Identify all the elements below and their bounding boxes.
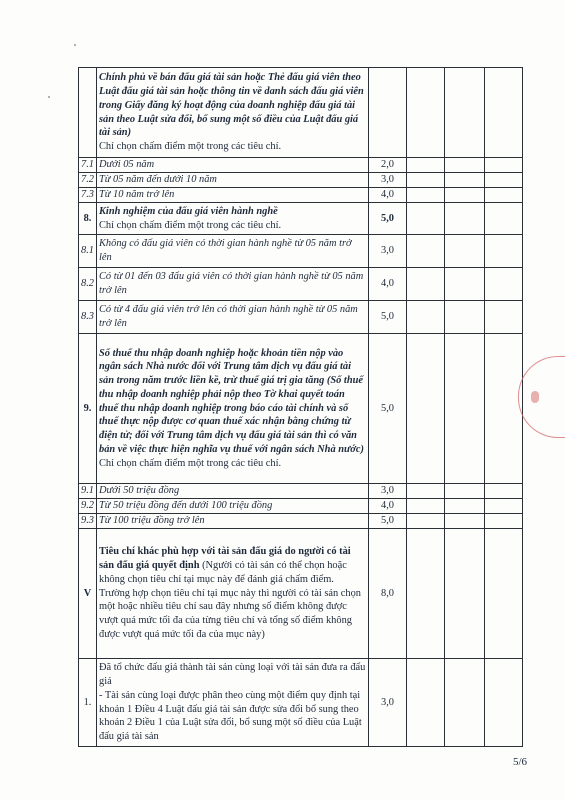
table-row: [79, 529, 523, 659]
score-cell: [445, 68, 485, 158]
score-cell: [485, 68, 523, 158]
row-description: [97, 68, 369, 158]
row-number: 9.: [79, 334, 97, 484]
table-row: [79, 499, 523, 514]
criterion-note: Chỉ chọn chấm điểm một trong các tiêu chí.: [99, 219, 282, 231]
table-row: [79, 68, 523, 158]
score-cell: [485, 158, 523, 173]
score-cell: [445, 484, 485, 499]
row-points: [369, 68, 407, 158]
score-cell: [445, 188, 485, 203]
row-points: 4,0: [369, 499, 407, 514]
score-cell: [445, 334, 485, 484]
row-points: 3,0: [369, 484, 407, 499]
score-cell: [407, 514, 445, 529]
row-points: 3,0: [369, 173, 407, 188]
row-description: Từ 100 triệu đồng trở lên: [97, 514, 369, 529]
row-description: Dưới 05 năm: [97, 158, 369, 173]
score-cell: [407, 173, 445, 188]
table-row: [79, 203, 523, 235]
row-description: [97, 529, 369, 659]
row-number: 9.3: [79, 514, 97, 529]
criterion-text: Đã tổ chức đấu giá thành tài sản cùng loại với tài sản đưa ra đấu giá: [99, 662, 366, 688]
criterion-text: Chính phủ về bán đấu giá tài sản hoặc Thẻ đấu giá viên theo Luật đấu giá tài sản hoặc thông tin về danh sách đấu giá viên trong Giấy đăng ký hoạt động của doanh nghiệp đấu giá tài sản theo Luật sửa đổi, bổ sung một số điều của Luật đấu giá tài sản): [99, 72, 364, 139]
score-cell: [485, 203, 523, 235]
score-cell: [445, 235, 485, 268]
row-points: 3,0: [369, 235, 407, 268]
scan-speck: [48, 96, 50, 98]
score-cell: [445, 499, 485, 514]
score-cell: [407, 301, 445, 334]
table-row: [79, 268, 523, 301]
criterion-heading: Tiêu chí khác phù hợp với tài sản đấu giá do người có tài sản đấu giá quyết định: [99, 546, 351, 572]
score-cell: [445, 268, 485, 301]
score-cell: [485, 529, 523, 659]
row-description: Có từ 4 đấu giá viên trở lên có thời gian hành nghề từ 05 năm trở lên: [97, 301, 369, 334]
score-cell: [407, 659, 445, 747]
table-row: [79, 484, 523, 499]
score-cell: [407, 499, 445, 514]
score-cell: [485, 188, 523, 203]
scan-speck: [74, 44, 76, 46]
row-description: Từ 50 triệu đồng đến dưới 100 triệu đồng: [97, 499, 369, 514]
row-description: Từ 05 năm đến dưới 10 năm: [97, 173, 369, 188]
row-description: Có từ 01 đến 03 đấu giá viên có thời gian hành nghề từ 05 năm trở lên: [97, 268, 369, 301]
criteria-table: [78, 67, 523, 747]
row-points: 5,0: [369, 301, 407, 334]
row-description: [97, 659, 369, 747]
score-cell: [485, 334, 523, 484]
row-number: 1.: [79, 659, 97, 747]
score-cell: [445, 158, 485, 173]
row-number: 8.3: [79, 301, 97, 334]
row-description: [97, 334, 369, 484]
table-row: [79, 188, 523, 203]
row-number: 8.: [79, 203, 97, 235]
score-cell: [485, 484, 523, 499]
table-row: [79, 158, 523, 173]
row-description: Không có đấu giá viên có thời gian hành nghề từ 05 năm trở lên: [97, 235, 369, 268]
score-cell: [407, 158, 445, 173]
table-row: [79, 301, 523, 334]
table-row: [79, 173, 523, 188]
score-cell: [445, 514, 485, 529]
row-description: [97, 203, 369, 235]
score-cell: [445, 659, 485, 747]
row-points: 8,0: [369, 529, 407, 659]
score-cell: [485, 659, 523, 747]
criterion-note: Chỉ chọn chấm điểm một trong các tiêu chí.: [99, 457, 282, 469]
row-number: 7.2: [79, 173, 97, 188]
criterion-text: Kinh nghiệm của đấu giá viên hành nghề: [99, 205, 278, 217]
row-number: 7.1: [79, 158, 97, 173]
score-cell: [485, 235, 523, 268]
table-row: [79, 659, 523, 747]
table-row: [79, 235, 523, 268]
score-cell: [445, 301, 485, 334]
official-seal: [518, 356, 565, 438]
table-row: [79, 334, 523, 484]
score-cell: [407, 203, 445, 235]
score-cell: [407, 268, 445, 301]
row-number: 9.2: [79, 499, 97, 514]
row-points: 5,0: [369, 514, 407, 529]
row-number: 7.3: [79, 188, 97, 203]
row-points: 2,0: [369, 158, 407, 173]
row-description: Dưới 50 triệu đồng: [97, 484, 369, 499]
score-cell: [407, 188, 445, 203]
criterion-text: Số thuế thu nhập doanh nghiệp hoặc khoản tiền nộp vào ngân sách Nhà nước đối với Trung tâm dịch vụ đấu giá tài sản trong năm trước liền kề, trừ thuế giá trị gia tăng (Số thuế thu nhập doanh nghiệp phải nộp theo Tờ khai quyết toán thuế thu nhập doanh nghiệp trong báo cáo tài chính và số thuế thực nộp được cơ quan thuế xác nhận bằng chứng từ điện tử; đối với Trung tâm dịch vụ đấu giá tài sản thì có văn bản về việc thực hiện nghĩa vụ thuế với ngân sách Nhà nước): [99, 347, 364, 455]
row-points: 5,0: [369, 334, 407, 484]
criterion-note: - Tài sản cùng loại được phân theo cùng một điểm quy định tại khoản 1 Điều 4 Luật đấu giá tài sản được sửa đổi bổ sung theo khoản 2 Điều 1 của Luật sửa đổi, bổ sung một số điều của Luật đấu giá tài sản: [99, 689, 362, 742]
row-number: 8.1: [79, 235, 97, 268]
row-number: 9.1: [79, 484, 97, 499]
score-cell: [407, 68, 445, 158]
score-cell: [485, 173, 523, 188]
row-points: 3,0: [369, 659, 407, 747]
score-cell: [407, 334, 445, 484]
score-cell: [407, 529, 445, 659]
score-cell: [485, 268, 523, 301]
table-row: [79, 514, 523, 529]
score-cell: [407, 484, 445, 499]
score-cell: [485, 499, 523, 514]
score-cell: [407, 235, 445, 268]
row-number: 8.2: [79, 268, 97, 301]
row-points: 5,0: [369, 203, 407, 235]
row-points: 4,0: [369, 268, 407, 301]
row-points: 4,0: [369, 188, 407, 203]
criterion-note: Chỉ chọn chấm điểm một trong các tiêu chí.: [99, 140, 282, 152]
score-cell: [485, 301, 523, 334]
row-number: [79, 68, 97, 158]
score-cell: [485, 514, 523, 529]
row-description: Từ 10 năm trở lên: [97, 188, 369, 203]
criterion-note: (Người có tài sản có thể chọn hoặc không chọn tiêu chí tại mục này để đánh giá chấm điểm. Trường hợp chọn tiêu chí tại mục này thì người có tài sản chọn một hoặc nhiều tiêu chí sau đây nhưng số điểm không được vượt quá mức tối đa của từng tiêu chí và tổng số điểm không được vượt quá mức tối đa của mục này): [99, 560, 361, 640]
score-cell: [445, 173, 485, 188]
page-number: 5/6: [512, 756, 527, 768]
score-cell: [445, 203, 485, 235]
score-cell: [445, 529, 485, 659]
row-number: V: [79, 529, 97, 659]
